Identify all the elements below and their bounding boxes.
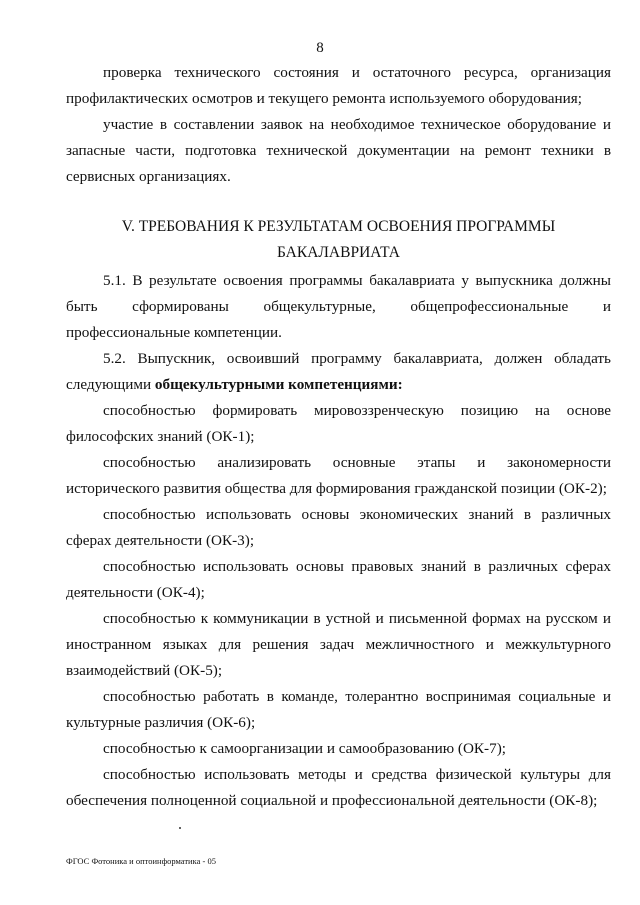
- paragraph-5-2: [66, 346, 611, 398]
- paragraph-5-2-bold: общекультурными компетенциями:: [154, 376, 403, 393]
- competency-ok-7: способностью к самоорганизации и самообразованию (ОК-7);: [103, 740, 506, 757]
- competency-ok-5: способностью к коммуникации в устной и письменной формах на русском и иностранном языках для решения задач межличностного и межкультурного взаимодействий (ОК-5);: [66, 610, 611, 679]
- section-heading-line1: V. ТРЕБОВАНИЯ К РЕЗУЛЬТАТАМ ОСВОЕНИЯ ПРОГРАММЫ: [121, 218, 556, 235]
- competency-ok-1: способностью формировать мировоззренческую позицию на основе философских знаний (ОК-1);: [66, 402, 611, 445]
- competency-ok-4: способностью использовать основы правовых знаний в различных сферах деятельности (ОК-4);: [66, 558, 611, 601]
- competency-ok-6: способностью работать в команде, толерантно воспринимая социальные и культурные различия (ОК-6);: [66, 688, 611, 731]
- page-number: 8: [316, 40, 324, 56]
- competency-ok-3: способностью использовать основы экономических знаний в различных сферах деятельности (ОК-3);: [66, 506, 611, 549]
- section-heading: [66, 214, 611, 266]
- paragraph-equipment-check: проверка технического состояния и остаточного ресурса, организация профилактических осмотров и текущего ремонта используемого оборудования;: [66, 64, 611, 107]
- section-heading-line2: БАКАЛАВРИАТА: [276, 244, 400, 261]
- footer-note: ФГОС Фотоника и оптоинформатика - 05: [66, 856, 216, 866]
- paragraph-5-2-text: 5.2. Выпускник, освоивший программу бакалавриата, должен обладать следующими: [66, 350, 611, 393]
- paragraph-5-1: 5.1. В результате освоения программы бакалавриата у выпускника должны быть сформированы общекультурные, общепрофессиональные и профессиональные компетенции.: [66, 272, 611, 341]
- competency-ok-8: способностью использовать методы и средства физической культуры для обеспечения полноценной социальной и профессиональной деятельности (ОК-8);: [66, 766, 611, 809]
- paragraph-equipment-requests: участие в составлении заявок на необходимое техническое оборудование и запасные части, подготовка технической документации на ремонт техники в сервисных организациях.: [66, 116, 611, 185]
- scan-speck: [179, 827, 181, 829]
- competency-ok-2: способностью анализировать основные этапы и закономерности исторического развития общества для формирования гражданской позиции (ОК-2);: [66, 454, 611, 497]
- top-paragraphs: [66, 60, 611, 190]
- section-body: [66, 268, 611, 814]
